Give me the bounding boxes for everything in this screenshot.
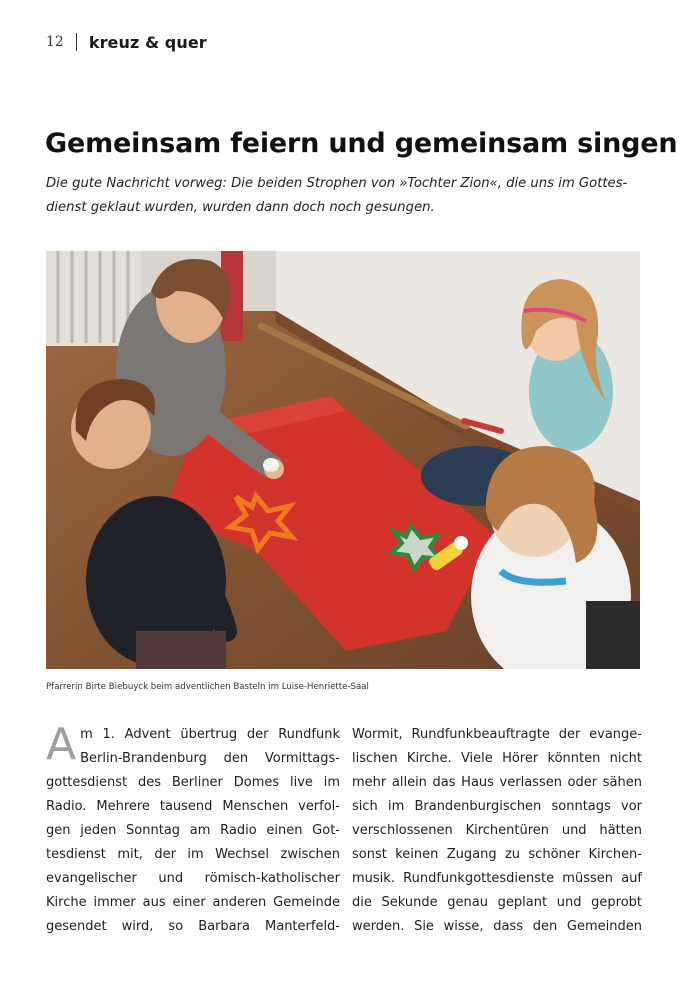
header-divider bbox=[76, 33, 77, 51]
page-header bbox=[46, 30, 207, 54]
lead-line: dienst geklaut wurden, wurden dann doch noch gesungen. bbox=[46, 200, 435, 215]
article-title: Gemeinsam feiern und gemeinsam singen bbox=[45, 128, 678, 159]
article-photo bbox=[46, 251, 640, 669]
body-line: werden. Sie wisse, dass den Gemeinden bbox=[352, 919, 642, 934]
body-line: die Sekunde genau geplant und geprobt bbox=[352, 895, 642, 910]
body-line: Radio. Mehrere tausend Menschen verfol- bbox=[46, 799, 340, 814]
body-line: evangelischer und römisch-katholischer bbox=[46, 871, 340, 886]
article-lead bbox=[46, 172, 646, 220]
body-column-left bbox=[46, 719, 340, 939]
body-line: gottesdienst des Berliner Domes live im bbox=[46, 775, 340, 790]
body-line: Kirche immer aus einer anderen Gemeinde bbox=[46, 895, 340, 910]
body-line: mehr allein das Haus verlassen oder sähen bbox=[352, 775, 642, 790]
body-line: m 1. Advent übertrug der Rundfunk bbox=[80, 727, 340, 742]
lead-line: Die gute Nachricht vorweg: Die beiden Strophen von »Tochter Zion«, die uns im Gottes- bbox=[46, 176, 628, 191]
photo-caption: Pfarrerin Birte Biebuyck beim adventlichen Basteln im Luise-Henriette-Saal bbox=[46, 682, 369, 692]
section-name: kreuz & quer bbox=[88, 32, 207, 52]
body-line: Wormit, Rundfunkbeauftragte der evange- bbox=[352, 727, 642, 742]
drop-cap: A bbox=[46, 719, 77, 770]
body-column-right bbox=[352, 723, 642, 939]
body-line: sonst keinen Zugang zu schöner Kirchen- bbox=[352, 847, 642, 862]
body-line: sich im Brandenburgischen sonntags vor bbox=[352, 799, 642, 814]
body-line: tesdienst mit, der im Wechsel zwischen bbox=[46, 847, 340, 862]
body-line: lischen Kirche. Viele Hörer könnten nicht bbox=[352, 751, 642, 766]
body-line: Berlin-Brandenburg den Vormittags- bbox=[80, 751, 340, 766]
body-line: musik. Rundfunkgottesdienste müssen auf bbox=[352, 871, 642, 886]
body-line: verschlossenen Kirchentüren und hätten bbox=[352, 823, 642, 838]
body-line: gesendet wird, so Barbara Manterfeld- bbox=[46, 919, 340, 934]
page-number: 12 bbox=[46, 34, 64, 50]
body-line: gen jeden Sonntag am Radio einen Got- bbox=[46, 823, 340, 838]
